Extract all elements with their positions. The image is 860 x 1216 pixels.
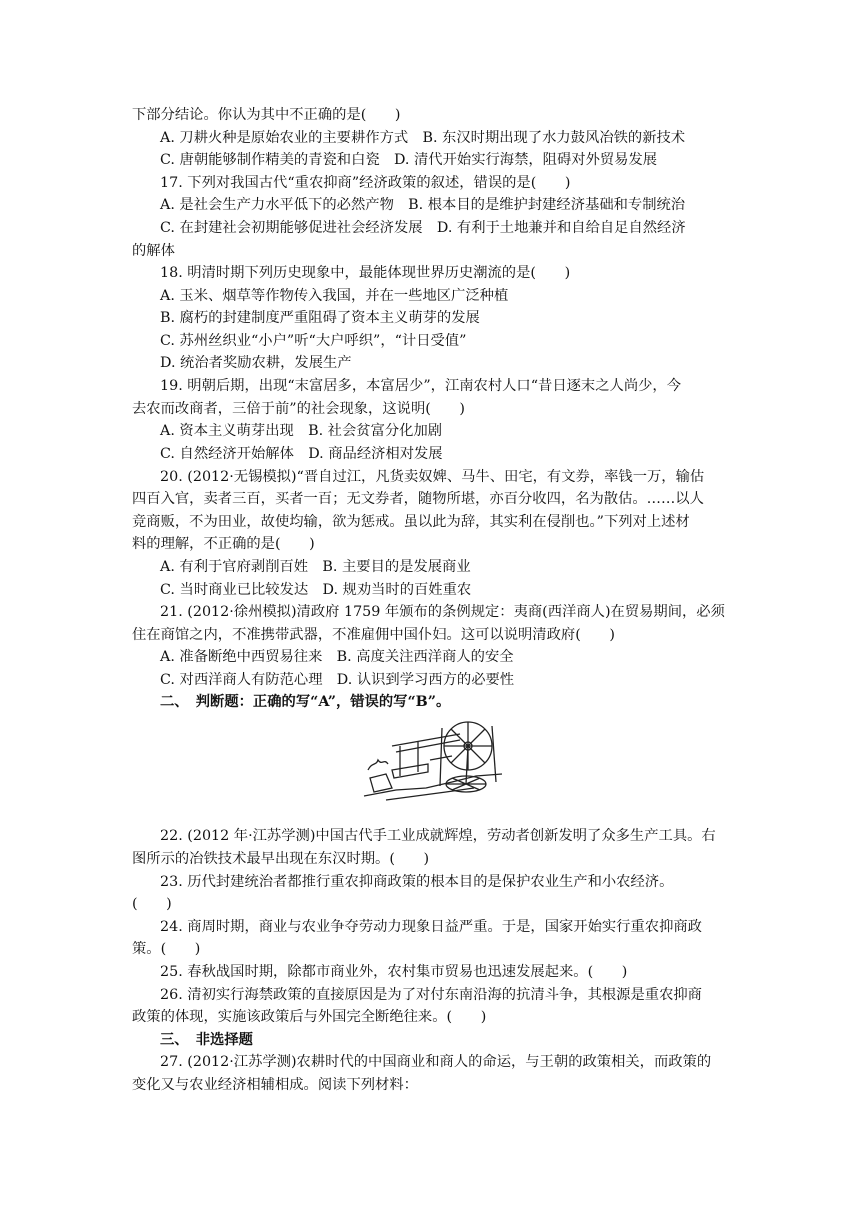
- section-3-heading: 三、 非选择题: [160, 1032, 253, 1048]
- q17-options-ab: A. 是社会生产力水平低下的必然产物 B. 根本目的是维护封建经济基础和专制统治: [160, 197, 686, 213]
- q27-stem: 27. (2012·江苏学测)农耕时代的中国商业和商人的命运，与王朝的政策相关，而政策的: [160, 1054, 712, 1070]
- q20-options-cd: C. 当时商业已比较发达 D. 规劝当时的百姓重农: [160, 582, 472, 598]
- q19-options-cd: C. 自然经济开始解体 D. 商品经济相对发展: [160, 446, 443, 462]
- q16-options-cd: C. 唐朝能够制作精美的青瓷和白瓷 D. 清代开始实行海禁，阻碍对外贸易发展: [160, 152, 658, 168]
- q20-stem: 20. (2012·无锡模拟)“晋自过江，凡货卖奴婢、马牛、田宅，有文券，率钱一万，输估: [160, 469, 705, 485]
- q26-stem: 26. 清初实行海禁政策的直接原因是为了对付东南沿海的抗清斗争，其根源是重农抑商: [160, 987, 702, 1003]
- q21-stem-wrap: 住在商馆之内，不准携带武器，不准雇佣中国仆妇。这可以说明清政府( ): [132, 627, 615, 643]
- q19-stem-wrap: 去农而改商者，三倍于前”的社会现象，这说明( ): [132, 401, 465, 417]
- q18-option-b: B. 腐朽的封建制度严重阻碍了资本主义萌芽的发展: [160, 310, 480, 326]
- q26-stem-wrap: 政策的体现，实施该政策后与外国完全断绝往来。( ): [132, 1009, 487, 1025]
- q17-options-cd-wrap: 的解体: [132, 243, 175, 259]
- q16-stem-continuation: 下部分结论。你认为其中不正确的是( ): [132, 107, 401, 123]
- q23-stem: 23. 历代封建统治者都推行重农抑商政策的根本目的是保护农业生产和小农经济。: [160, 874, 674, 890]
- q22-stem: 22. (2012 年·江苏学测)中国古代手工业成就辉煌，劳动者创新发明了众多生产工具。右: [160, 828, 716, 844]
- q27-stem-wrap: 变化又与农业经济相辅相成。阅读下列材料：: [132, 1077, 418, 1093]
- q21-options-cd: C. 对西洋商人有防范心理 D. 认识到学习西方的必要性: [160, 672, 515, 688]
- q17-stem: 17. 下列对我国古代“重农抑商”经济政策的叙述，错误的是( ): [160, 175, 571, 191]
- q21-stem: 21. (2012·徐州模拟)清政府 1759 年颁布的条例规定：夷商(西洋商人)在贸易期间，必须: [160, 604, 725, 620]
- q20-stem-wrap-2: 竞商贩，不为田业，故使均输，欲为惩戒。虽以此为辞，其实利在侵削也。”下列对上述材: [132, 514, 690, 530]
- q16-options-ab: A. 刀耕火种是原始农业的主要耕作方式 B. 东汉时期出现了水力鼓风冶铁的新技术: [160, 130, 686, 146]
- q24-stem: 24. 商周时期，商业与农业争夺劳动力现象日益严重。于是，国家开始实行重农抑商政: [160, 919, 702, 935]
- q20-stem-wrap-3: 料的理解，不正确的是( ): [132, 536, 315, 552]
- q20-stem-wrap-1: 四百入官，卖者三百，买者一百；无文券者，随物所堪，亦百分收四，名为散估。……以人: [132, 491, 704, 507]
- q25-stem: 25. 春秋战国时期，除都市商业外，农村集市贸易也迅速发展起来。( ): [160, 964, 628, 980]
- q24-stem-wrap: 策。( ): [132, 941, 201, 957]
- q21-options-ab: A. 准备断绝中西贸易往来 B. 高度关注西洋商人的安全: [160, 649, 514, 665]
- q17-options-cd: C. 在封建社会初期能够促进社会经济发展 D. 有利于土地兼并和自给自足自然经济: [160, 220, 686, 236]
- q19-options-ab: A. 资本主义萌芽出现 B. 社会贫富分化加剧: [160, 423, 443, 439]
- section-2-heading: 二、 判断题：正确的写“A”，错误的写“B”。: [160, 694, 451, 710]
- q20-options-ab: A. 有利于官府剥削百姓 B. 主要目的是发展商业: [160, 559, 471, 575]
- waterwheel-bellows-icon: [356, 716, 504, 804]
- q18-option-a: A. 玉米、烟草等作物传入我国，并在一些地区广泛种植: [160, 288, 509, 304]
- q23-answer-blank: ( ): [132, 896, 172, 912]
- q18-option-c: C. 苏州丝织业“小户”听“大户呼织”，“计日受值”: [160, 333, 467, 349]
- q19-stem: 19. 明朝后期，出现“末富居多，本富居少”，江南农村人口“昔日逐末之人尚少，今: [160, 378, 682, 394]
- q18-option-d: D. 统治者奖励农耕，发展生产: [160, 355, 352, 371]
- q18-stem: 18. 明清时期下列历史现象中，最能体现世界历史潮流的是( ): [160, 265, 571, 281]
- q22-stem-wrap: 图所示的冶铁技术最早出现在东汉时期。( ): [132, 851, 430, 867]
